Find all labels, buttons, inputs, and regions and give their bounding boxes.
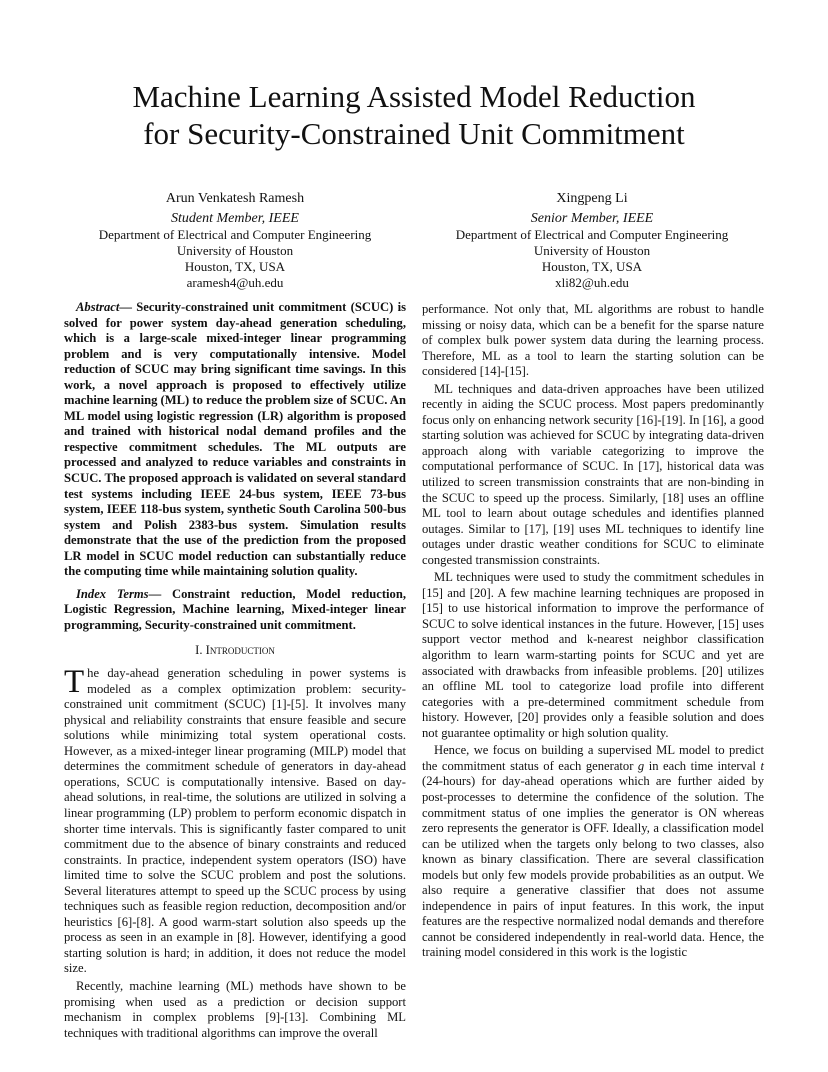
paper-title (0, 78, 828, 152)
author-department: Department of Electrical and Computer Engineering (98, 227, 372, 242)
abstract (64, 300, 406, 580)
paragraph-text: (24-hours) for day-ahead operations which are further aided by post-processes to determine the confidence of the solution. The commitment status of one implies the generator is ON whereas zero represents the generator is OFF. Ideally, a classification model can be utilized when the targets only belong to two classes, also known as binary classification. There are several classification models but only few models provide probabilities as an output. We also require a generative classifier that does not assume independence in pairs of input features. In this work, the input features are the respective normalized nodal demands and therefore cannot be considered independently in real-world data. Hence, the training model considered in this work is the logistic (422, 774, 764, 960)
intro-paragraph-6 (422, 743, 764, 961)
abstract-dash: — (119, 300, 137, 314)
abstract-label: Abstract (76, 300, 120, 314)
author-name: Arun Venkatesh Ramesh (165, 191, 305, 206)
author-block-2 (412, 191, 772, 291)
drop-cap: T (64, 664, 85, 701)
paragraph-text: Hence, we focus on building a supervised ML model to predict the commitment status of each generator (422, 743, 764, 773)
title-line-2: for Security-Constrained Unit Commitment (143, 116, 685, 151)
abstract-text: Security-constrained unit commitment (SCUC) is solved for power system day-ahead generation scheduling, which is a large-scale mixed-integer linear programming problem and is very computationally intensive. Model reduction of SCUC may bring significant time savings. In this work, a novel approach is proposed to effectively utilize machine learning (ML) to reduce the problem size of SCUC. An ML model using logistic regression (LR) algorithm is proposed and trained with historical nodal demand profiles and the respective commitment schedules. The ML outputs are processed and analyzed to reduce variables and constraints in SCUC. The proposed approach is validated on several standard test systems including IEEE 24-bus system, IEEE 73-bus system, IEEE 118-bus system, synthetic South Carolina 500-bus system and Polish 2383-bus system. Simulation results demonstrate that the use of the prediction from the proposed LR model in SCUC model reduction can substantially reduce the computing time while maintaining solution quality. (64, 300, 406, 579)
index-terms-dash: — (148, 586, 172, 601)
index-terms (64, 587, 406, 634)
section-title: Introduction (205, 643, 275, 658)
author-department: Department of Electrical and Computer Engineering (455, 227, 729, 242)
intro-paragraph-5: ML techniques were used to study the commitment schedules in [15] and [20]. A few machine learning techniques are proposed in [15] to use historical information to improve the performance of SCUC to solve identical instances in the future. However, [15] uses support vector method and k-nearest neighbor classification algorithm to learn warm-starting points for SCUC and yet are associated with drawbacks from infeasible problems. [20] utilizes an offline ML tool to categorize load profile into different categories with a pre-determined commitment schedule from history. However, [20] provides only a feasible solution and does not guarantee optimality or high solution quality. (422, 570, 764, 740)
author-membership: Student Member, IEEE (171, 211, 299, 226)
author-university: University of Houston (533, 243, 651, 258)
math-symbol-t: t (760, 758, 764, 773)
index-terms-text: Constraint reduction, Model reduction, Logistic Regression, Machine learning, Mixed-integer linear programming, Security-constrained unit commitment. (64, 586, 407, 632)
title-line-1: Machine Learning Assisted Model Reduction (132, 79, 696, 114)
intro-paragraph-4: ML techniques and data-driven approaches have been utilized recently in aiding the SCUC process. Most papers predominantly focus only on enhancing network security [16]-[19]. In [16], a good starting solution was achieved for SCUC by integrating data-driven approach along with variable categorizing to improve the computational performance of SCUC. In [17], historical data was utilized to screen transmission constraints that are non-binding in the SCUC to speed up the process. Similarly, [18] uses an offline ML tool to learn about outage schedules and identifies planned outages. Similar to [17], [19] uses ML techniques to identify line outages under drastic weather conditions for SCUC to eliminate congested transmission constraints. (422, 381, 764, 567)
right-column (422, 300, 764, 961)
author-university: University of Houston (176, 243, 294, 258)
author-location: Houston, TX, USA (541, 259, 643, 274)
left-column (64, 300, 406, 1041)
author-email: aramesh4@uh.edu (186, 275, 284, 290)
intro-paragraph-2: Recently, machine learning (ML) methods have shown to be promising when used as a prediction or decision support mechanism in complex problems [9]-[13]. Combining ML techniques with traditional algorithms can improve the overall (64, 978, 406, 1040)
paragraph-text: he day-ahead generation scheduling in power systems is modeled as a complex optimization problem: security-constrained unit commitment (SCUC) [1]-[5]. It involves many physical and reliability constraints that ensure feasible and secure solutions while minimizing total system operational costs. However, as a mixed-integer linear programing (MILP) model that determines the commitment schedule of generators in day-ahead operations, SCUC is computationally intensive. Based on day-ahead solutions, in real-time, the solutions are utilized in solving a linear programming (LP) problem to perform economic dispatch in shorter time intervals. This is significantly faster compared to unit commitment due to the absence of binary constraints and reduced constraints. In practice, independent system operators (ISO) have limited time to solve the SCUC problem and post the solutions. Several literatures attempt to speed up the SCUC process by using techniques such as feasible region reduction, decomposition and/or heuristics [6]-[8]. A good warm-start solution also speeds up the process as seen in an example in [8]. However, identifying a good starting solution is hard; in addition, it does not reduce the model size. (64, 666, 406, 976)
section-heading (64, 643, 406, 659)
paragraph-text: in each time interval (644, 758, 761, 773)
author-membership: Senior Member, IEEE (530, 211, 654, 226)
intro-paragraph-3: performance. Not only that, ML algorithms are robust to handle missing or noisy data, which can be a benefit for the sparse nature of complex bulk power system data during the learning process. Therefore, ML as a tool to learn the starting solution can be considered [14]-[15]. (422, 302, 764, 379)
math-symbol-g: g (637, 758, 645, 773)
intro-paragraph-1 (64, 666, 406, 977)
author-location: Houston, TX, USA (184, 259, 286, 274)
author-block-1 (55, 191, 415, 291)
author-name: Xingpeng Li (556, 191, 628, 206)
author-email: xli82@uh.edu (555, 275, 629, 290)
index-terms-label: Index Terms (76, 586, 149, 601)
section-number: I. (195, 643, 206, 658)
